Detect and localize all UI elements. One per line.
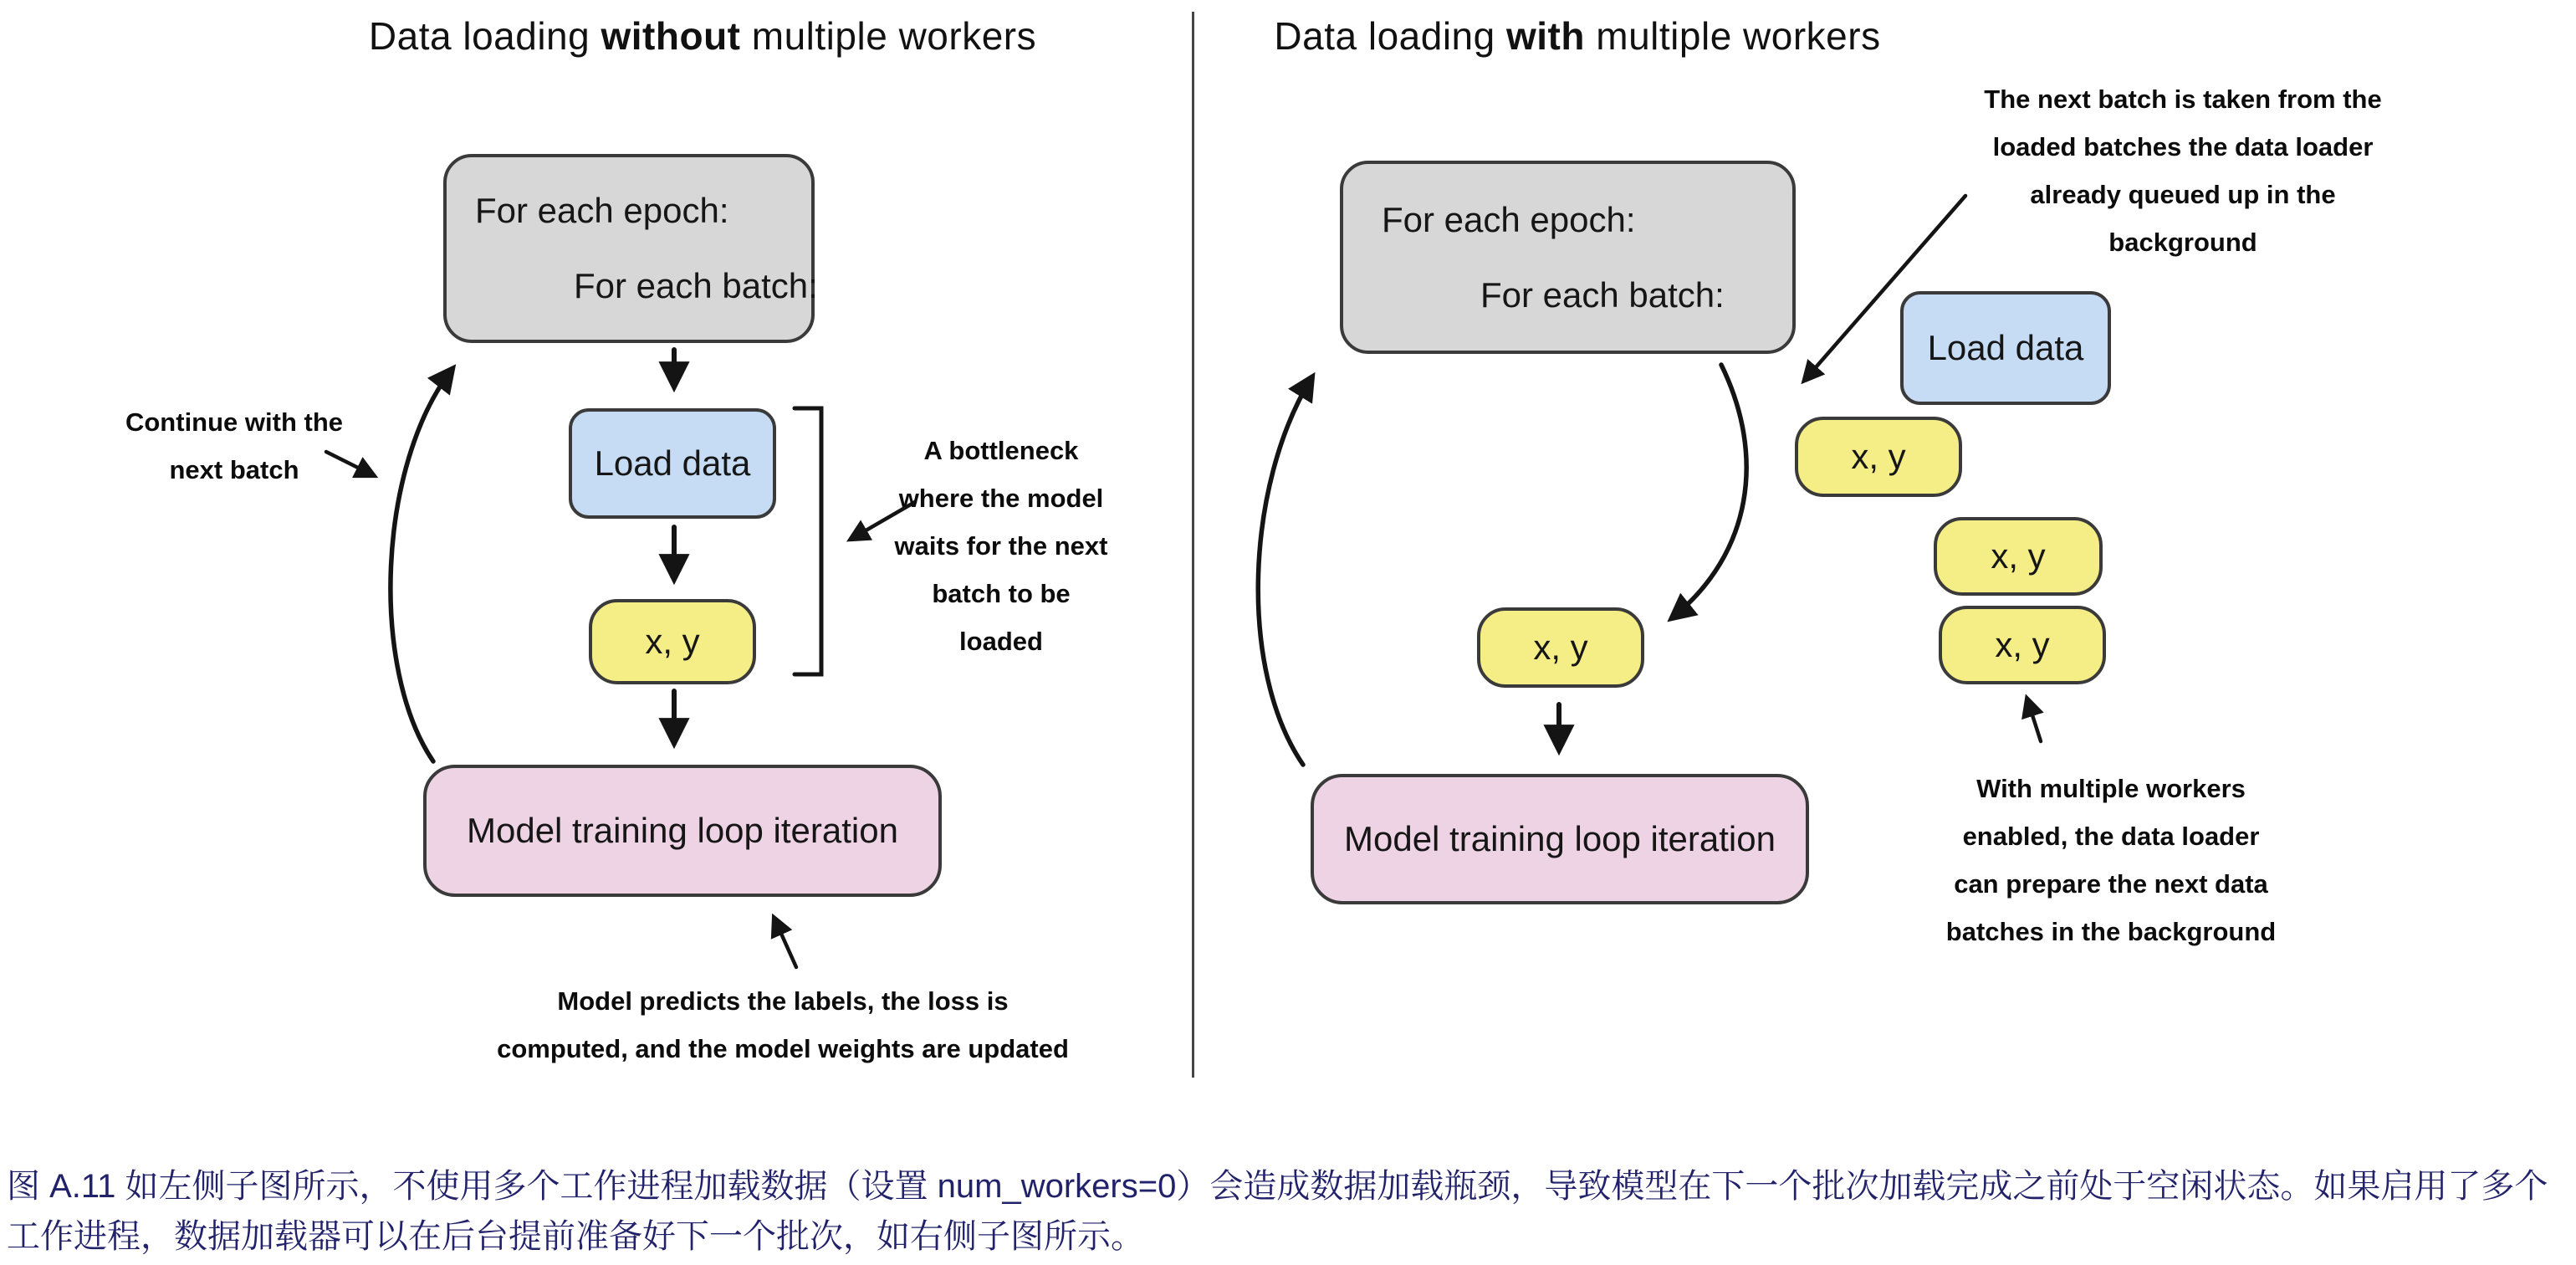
note-line: Continue with the [125,407,344,437]
note-line: A bottleneck [923,436,1079,465]
note-line: enabled, the data loader [1962,822,2260,851]
batch-line: For each batch: [1480,274,1725,315]
note-continue [33,398,435,494]
figure-caption [7,1161,2548,1262]
train-box-left: Model training loop iteration [423,765,942,897]
queued-xy-box-1: x, y [1795,417,1962,497]
note-bottleneck [825,427,1177,665]
note-line: computed, and the model weights are updated [497,1034,1069,1063]
right-panel-title [1201,13,1954,59]
note-line: Model predicts the labels, the loss is [557,986,1009,1016]
left-title-prefix: Data loading [368,14,601,58]
note-line: batches in the background [1945,917,2277,946]
loop-box-left [443,154,818,343]
arrow-multiple-workers-note [2027,699,2041,741]
caption-line-1: 图 A.11 如左侧子图所示，不使用多个工作进程加载数据（设置 num_workers=0）会造成数据加载瓶颈，导致模型在下一个批次加载完成之前处于空闲状态。如果启用了多个 [7,1168,2548,1205]
curve-train-to-loop-right [1258,378,1311,765]
bottleneck-bracket [795,408,821,674]
epoch-line: For each epoch: [475,191,729,230]
right-title-emphasis: with [1506,14,1585,58]
caption-line-2: 工作进程，数据加载器可以在后台提前准备好下一个批次，如右侧子图所示。 [7,1218,1144,1255]
arrow-model-predicts-note [774,919,796,967]
load-data-box-right: Load data [1900,291,2111,405]
curve-loop-to-batch-right [1673,365,1746,617]
queued-xy-box-2: x, y [1934,517,2103,596]
xy-box-left: x, y [589,599,756,684]
note-multiple-workers [1852,765,2370,955]
note-line: With multiple workers [1976,774,2246,803]
train-box-right: Model training loop iteration [1311,774,1809,904]
note-line: can prepare the next data [1954,869,2268,899]
note-line: background [2108,228,2257,257]
note-line: waits for the next [894,531,1108,561]
load-data-box-left: Load data [569,408,776,519]
right-title-prefix: Data loading [1274,14,1506,58]
current-xy-box: x, y [1477,607,1644,688]
epoch-line: For each epoch: [1382,199,1636,239]
note-line: batch to be [932,579,1071,608]
left-panel-title [201,13,1204,59]
note-line: already queued up in the [2030,180,2336,209]
batch-line: For each batch: [574,266,818,305]
loop-box-right [1340,161,1796,354]
note-line: loaded batches the data loader [1992,132,2374,161]
panel-divider [1192,12,1194,1078]
queued-xy-box-3: x, y [1939,606,2106,684]
left-title-suffix: multiple workers [740,14,1037,58]
note-line: The next batch is taken from the [1984,85,2382,114]
note-line: where the model [898,484,1104,513]
note-line: next batch [169,455,299,484]
left-title-emphasis: without [601,14,741,58]
note-line: loaded [959,627,1043,656]
right-title-suffix: multiple workers [1584,14,1881,58]
note-next-batch [1890,75,2476,266]
note-model-predicts [406,977,1159,1073]
